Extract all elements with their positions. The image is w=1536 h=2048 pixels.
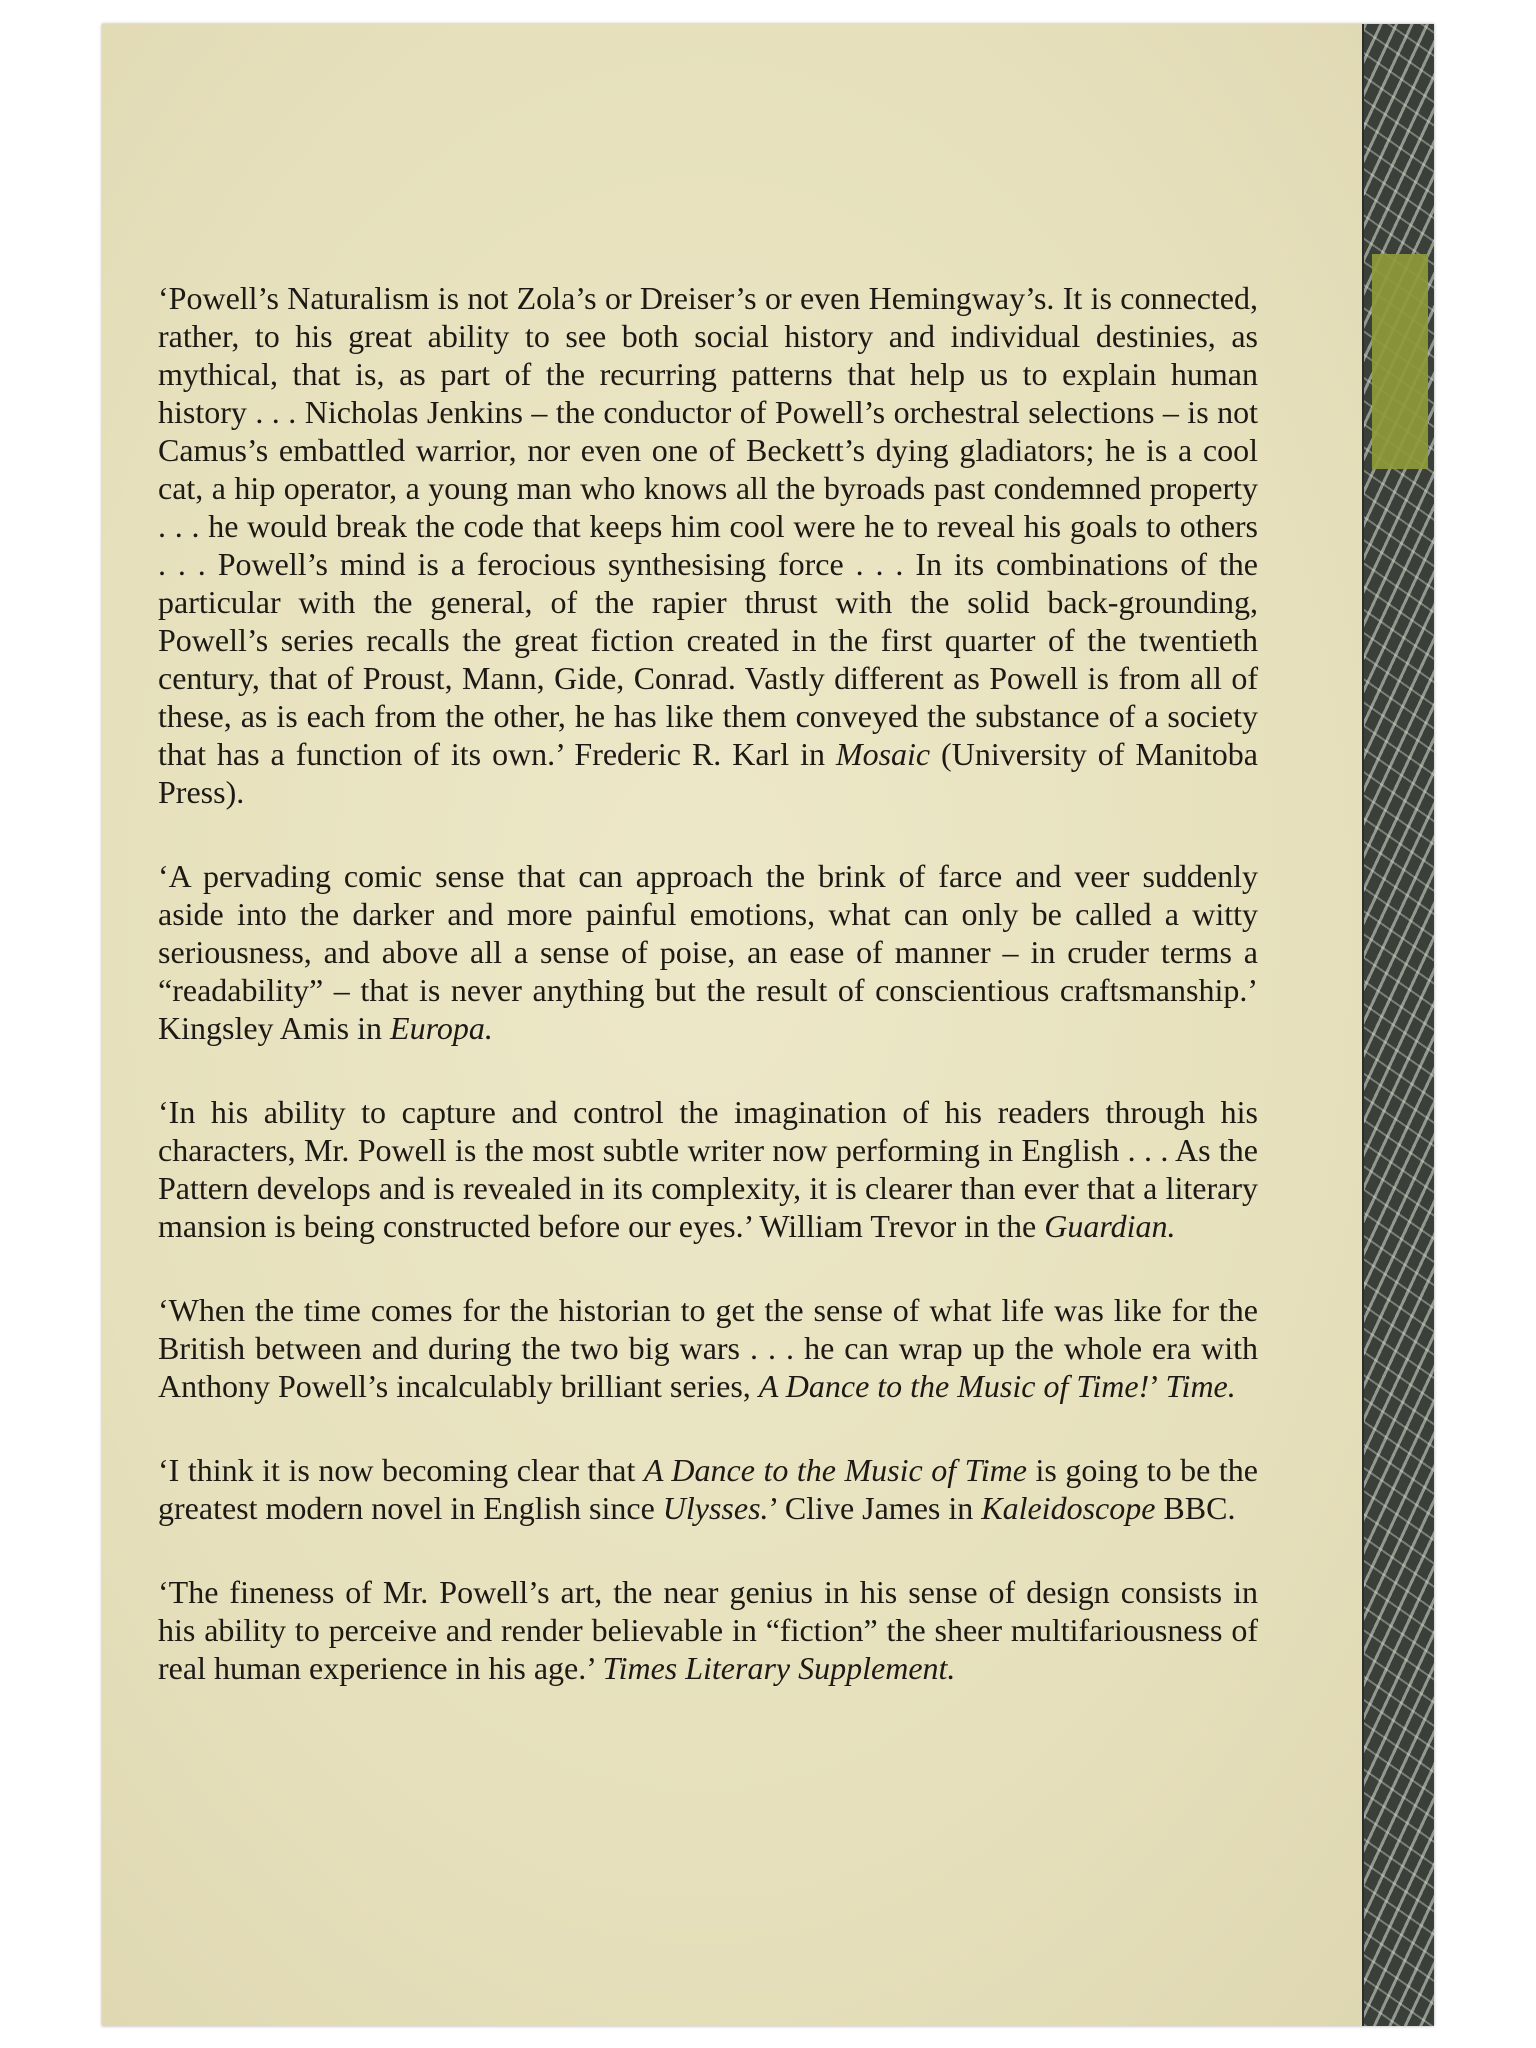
review-quote [158,1451,1258,1527]
review-quotes [158,279,1258,1733]
quote-text: ‘In his ability to capture and control the imagination of his readers through his characters, Mr. Powell is the most subtle writer now performing in English . . . As the Pattern develops and is revealed in its complexity, it is clearer than ever that a literary mansion is being constructed before our eyes.’ William Trevor in the [158,1094,1258,1244]
quote-italic-text: Times Literary Supplement. [602,1650,956,1686]
review-quote [158,1573,1258,1687]
review-quote [158,1093,1258,1245]
quote-text: ‘Powell’s Naturalism is not Zola’s or Dreiser’s or even Hemingway’s. It is connected, rather, to his great ability to see both social history and individual destinies, as mythical, that is, as part of the recurring patterns that help us to explain human history . . . Nicholas Jenkins – the conductor of Powell’s orchestral selections – is not Camus’s embattled warrior, nor even one of Beckett’s dying gladiators; he is a cool cat, a hip operator, a young man who knows all the byroads past condemned property . . . he would break the code that keeps him cool were he to reveal his goals to others . . . Powell’s mind is a ferocious synthesising force . . . In its combinations of the particular with the general, of the rapier thrust with the solid back-grounding, Powell’s series recalls the great fiction created in the first quarter of the twentieth century, that of Proust, Mann, Gide, Conrad. Vastly different as Powell is from all of these, as is each from the other, he has like them conveyed the substance of a society that has a function of its own.’ Frederic R. Karl in [158,280,1258,772]
book-back-cover [102,24,1434,2026]
quote-text: (University of Manitoba Press). [158,736,1259,810]
quote-text: ‘A pervading comic sense that can approach the brink of farce and veer suddenly aside into the darker and more painful emotions, what can only be called a witty seriousness, and above all a sense of poise, an ease of manner – in cruder terms a “readability” – that is never anything but the result of conscientious craftsmanship.’ Kingsley Amis in [158,858,1258,1046]
quote-text: ’ [1149,1368,1166,1404]
spine-color-band [1372,254,1428,469]
quote-italic-text: Ulysses. [662,1490,769,1526]
quote-italic-text: Europa. [390,1010,493,1046]
review-quote [158,857,1258,1047]
quote-italic-text: A Dance to the Music of Time! [758,1368,1150,1404]
review-quote [158,279,1258,811]
review-quote [158,1291,1258,1405]
quote-italic-text: Time. [1165,1368,1236,1404]
quote-text: ‘The fineness of Mr. Powell’s art, the near genius in his sense of design consists in his ability to perceive and render believable in “fiction” the sheer multifariousness of real human experience in his age.’ [158,1574,1258,1686]
quote-italic-text: Guardian. [1044,1208,1176,1244]
quote-italic-text: Mosaic [835,736,931,772]
quote-text: ‘When the time comes for the historian to get the sense of what life was like for the British between and during the two big wars . . . he can wrap up the whole era with Anthony Powell’s incalculably brilliant series, [158,1292,1258,1404]
quote-text: is going to be the greatest modern novel in English since [158,1452,1259,1526]
quote-text: ‘I think it is now becoming clear that [158,1452,644,1488]
quote-italic-text: Kaleidoscope [981,1490,1156,1526]
quote-text: ’ Clive James in [768,1490,982,1526]
quote-text: BBC. [1155,1490,1236,1526]
quote-italic-text: A Dance to the Music of Time [643,1452,1027,1488]
book-spine [1362,24,1434,2026]
